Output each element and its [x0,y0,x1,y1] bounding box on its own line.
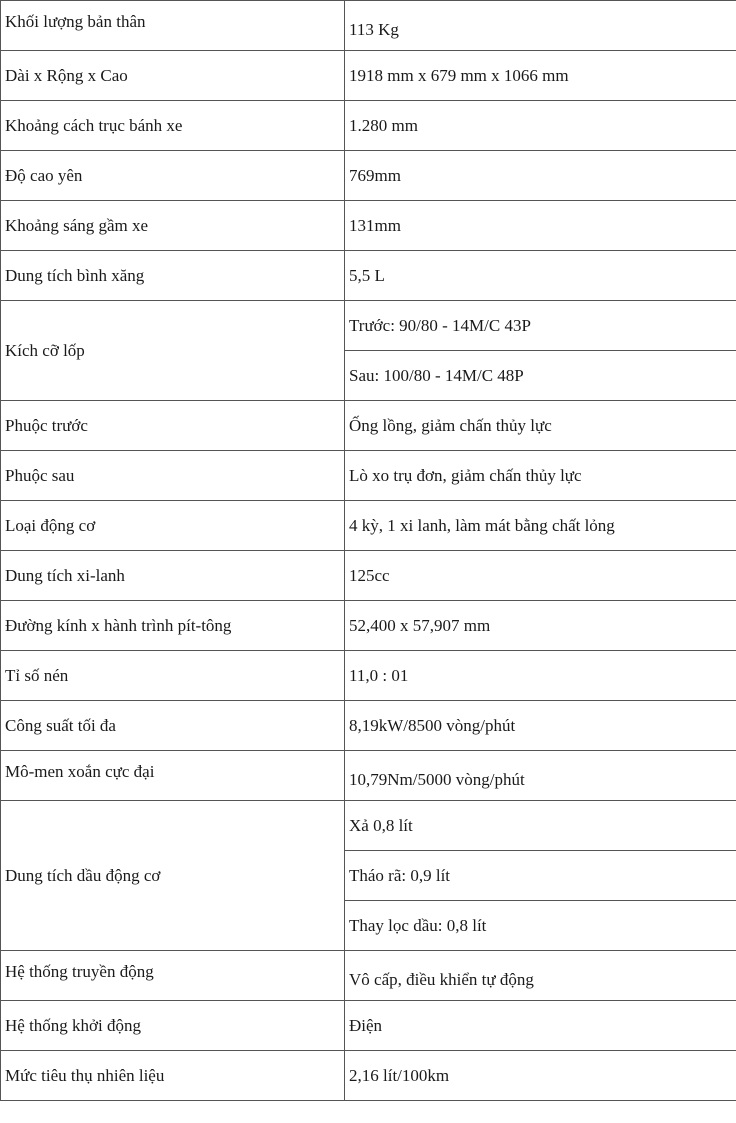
spec-label: Kích cỡ lốp [1,301,345,401]
spec-row [1,101,736,151]
spec-row [1,251,736,301]
spec-row [1,201,736,251]
spec-label: Hệ thống khởi động [1,1001,345,1051]
spec-row [1,651,736,701]
spec-value: Điện [345,1001,736,1051]
spec-label: Dung tích xi-lanh [1,551,345,601]
spec-row [1,301,736,351]
spec-row [1,1051,736,1101]
spec-value: Tháo rã: 0,9 lít [345,851,736,901]
spec-label: Dài x Rộng x Cao [1,51,345,101]
spec-label: Phuộc trước [1,401,345,451]
spec-row [1,501,736,551]
spec-label: Dung tích bình xăng [1,251,345,301]
spec-row [1,1,736,51]
spec-value: 52,400 x 57,907 mm [345,601,736,651]
spec-label: Đường kính x hành trình pít-tông [1,601,345,651]
spec-row [1,51,736,101]
spec-row [1,151,736,201]
spec-row [1,701,736,751]
spec-value: Xả 0,8 lít [345,801,736,851]
spec-value: 1.280 mm [345,101,736,151]
spec-label: Khoảng cách trục bánh xe [1,101,345,151]
spec-label: Loại động cơ [1,501,345,551]
spec-row [1,601,736,651]
spec-value: 1918 mm x 679 mm x 1066 mm [345,51,736,101]
spec-value: Thay lọc dầu: 0,8 lít [345,901,736,951]
spec-row [1,451,736,501]
spec-label: Phuộc sau [1,451,345,501]
spec-value: 10,79Nm/5000 vòng/phút [345,751,736,801]
spec-label: Hệ thống truyền động [1,951,345,1001]
spec-label: Công suất tối đa [1,701,345,751]
spec-value: 131mm [345,201,736,251]
spec-value: Lò xo trụ đơn, giảm chấn thủy lực [345,451,736,501]
spec-label: Dung tích dầu động cơ [1,801,345,951]
spec-value: Sau: 100/80 - 14M/C 48P [345,351,736,401]
spec-label: Độ cao yên [1,151,345,201]
spec-row [1,1001,736,1051]
spec-value: Vô cấp, điều khiển tự động [345,951,736,1001]
spec-value: 113 Kg [345,1,736,51]
spec-value: 5,5 L [345,251,736,301]
spec-row [1,801,736,851]
spec-label: Mức tiêu thụ nhiên liệu [1,1051,345,1101]
spec-row [1,401,736,451]
spec-row [1,551,736,601]
spec-value: 125cc [345,551,736,601]
spec-label: Khối lượng bản thân [1,1,345,51]
spec-value: 11,0 : 01 [345,651,736,701]
spec-value: Trước: 90/80 - 14M/C 43P [345,301,736,351]
spec-table-body [1,1,736,1101]
spec-value: 2,16 lít/100km [345,1051,736,1101]
spec-value: 769mm [345,151,736,201]
spec-row [1,751,736,801]
spec-value: Ống lồng, giảm chấn thủy lực [345,401,736,451]
spec-label: Mô-men xoắn cực đại [1,751,345,801]
spec-label: Khoảng sáng gầm xe [1,201,345,251]
spec-value: 4 kỳ, 1 xi lanh, làm mát bằng chất lỏng [345,501,736,551]
spec-row [1,951,736,1001]
spec-value: 8,19kW/8500 vòng/phút [345,701,736,751]
spec-label: Tỉ số nén [1,651,345,701]
